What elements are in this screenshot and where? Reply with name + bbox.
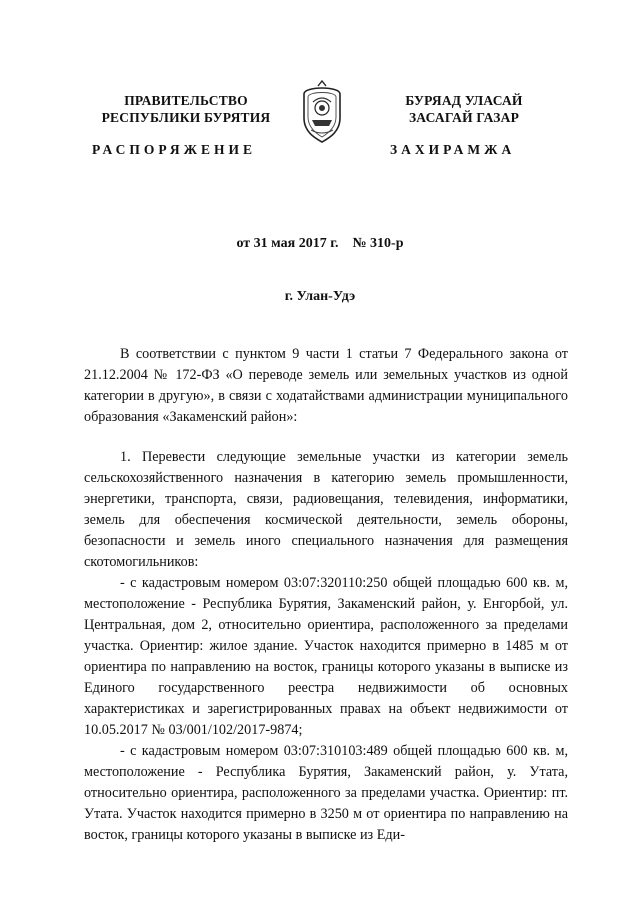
preamble-paragraph: В соответствии с пунктом 9 части 1 статьи 7 Федерального закона от 21.12.2004 № 172-ФЗ «О переводе земель или земельных участков из одной категории в другую», в связи с ходатайствами администрации муниципального образования «Закаменский район»:: [84, 346, 568, 425]
government-name-line1: ПРАВИТЕЛЬСТВО: [124, 93, 248, 108]
document-city: г. Улан-Удэ: [284, 289, 356, 304]
document-date: от 31 мая 2017 г.: [236, 236, 339, 251]
government-name-buryat-line1: БУРЯАД УЛАСАЙ: [405, 93, 523, 108]
document-type-russian: РАСПОРЯЖЕНИЕ: [92, 142, 257, 157]
government-name-line2: РЕСПУБЛИКИ БУРЯТИЯ: [101, 110, 271, 125]
item-1-paragraph: 1. Перевести следующие земельные участки из категории земель сельскохозяйственного назначения в категорию земель промышленности, энергетики, транспорта, связи, радиовещания, телевидения, информатики, земель для обеспечения космической деятельности, земель обороны, безопасности и земель иного специального назначения для размещения скотомогильников:: [84, 449, 568, 570]
document-date-line: [0, 236, 640, 252]
header-right-block: [364, 92, 564, 126]
plot-2-paragraph: - с кадастровым номером 03:07:310103:489 общей площадью 600 кв. м, местоположение - Республика Бурятия, Закаменский район, у. Утата, относительно ориентира, расположенного за пределами участка. Ориентир: пт. Утата. Участок находится примерно в 3250 м от ориентира по направлению на восток, границы которого указаны в выписке из Еди-: [84, 743, 568, 843]
header-left-block: [86, 92, 286, 126]
document-body: [84, 344, 568, 846]
coat-of-arms-icon: [299, 80, 345, 144]
plot-1-paragraph: - с кадастровым номером 03:07:320110:250 общей площадью 600 кв. м, местоположение - Республика Бурятия, Закаменский район, у. Енгорбой, ул. Центральная, дом 2, относительно ориентира, расположенного за пределами участка. Ориентир: жилое здание. Участок находится примерно в 1485 м от ориентира по направлению на восток, границы которого указаны в выписке из Единого государственного реестра недвижимости об основных характеристиках и зарегистрированных правах на объект недвижимости от 10.05.2017 № 03/001/102/2017-9874;: [84, 575, 568, 738]
document-number: № 310-р: [352, 236, 404, 251]
government-name-buryat-line2: ЗАСАГАЙ ГАЗАР: [408, 110, 520, 125]
document-type-buryat: ЗАХИРАМЖА: [390, 142, 516, 157]
